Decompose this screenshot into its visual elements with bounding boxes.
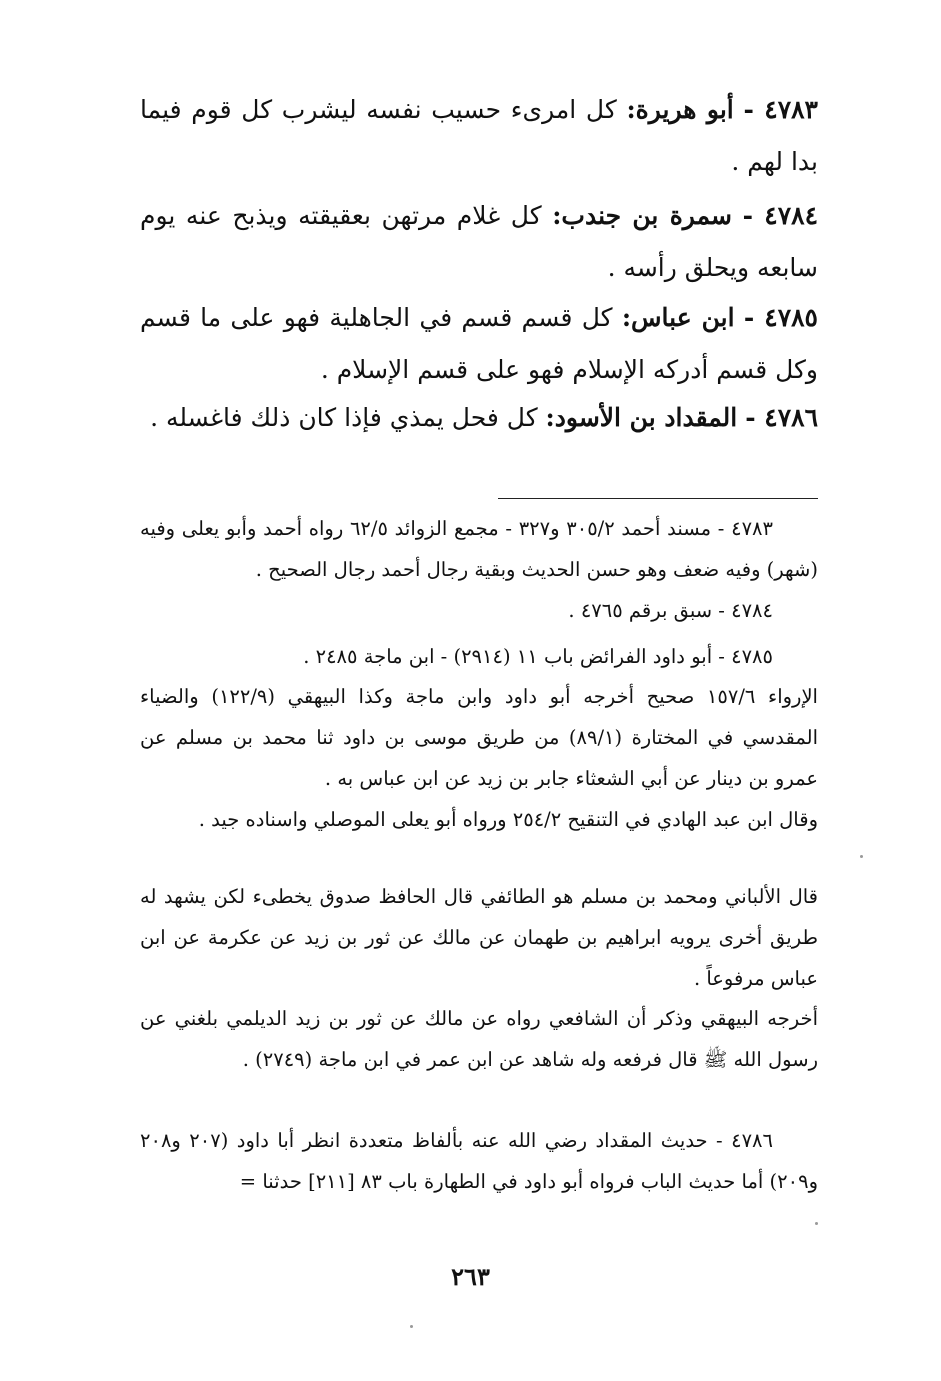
page-number: ٢٦٣: [451, 1262, 490, 1291]
footnote-separator: [498, 498, 818, 499]
entry-text: كل غلام مرتهن بعقيقته ويذبح عنه يوم سابعه ويحلق رأسه .: [140, 201, 818, 282]
entry-narrator: سمرة بن جندب:: [552, 201, 733, 230]
entry-number: ٤٧٨٣ -: [743, 95, 818, 124]
entry-narrator: ابن عباس:: [621, 303, 735, 332]
entry-number: ٤٧٨٦ -: [745, 403, 818, 432]
footnote-bayhaqi: أخرجه البيهقي وذكر أن الشافعي رواه عن مالك عن ثور بن زيد الديلمي بلغني عن رسول الله ﷺ قال فرفعه وله شاهد عن ابن عمر في ابن ماجة (٢٧٤٩) .: [140, 1007, 818, 1071]
footnote-albani: قال الألباني ومحمد بن مسلم هو الطائفي قال الحافظ صدوق يخطىء لكن يشهد له طريق أخرى يرويه ابراهيم بن طهمان عن مالك عن ثور بن زيد عن عكرمة عن ابن عباس مرفوعاً .: [140, 885, 818, 990]
entry-text: كل قسم قسم في الجاهلية فهو على ما قسم وكل قسم أدركه الإسلام فهو على قسم الإسلام .: [140, 303, 818, 384]
entry-narrator: المقداد بن الأسود:: [545, 403, 738, 432]
hadith-entry-4786: [140, 392, 818, 444]
entry-text: كل امرىء حسيب نفسه ليشرب كل قوم فيما بدا لهم .: [140, 95, 818, 176]
scan-speck: [860, 855, 863, 858]
hadith-entry-4785: [140, 292, 818, 396]
entry-number: ٤٧٨٤ -: [742, 201, 818, 230]
hadith-entry-4783: [140, 84, 818, 188]
hadith-entry-4784: [140, 190, 818, 294]
entry-narrator: أبو هريرة:: [626, 95, 734, 124]
scan-speck: [815, 1222, 818, 1225]
entry-text: كل فحل يمذي فإذا كان ذلك فاغسله .: [150, 403, 538, 432]
footnote-4783: ٤٧٨٣ - مسند أحمد ٣٠٥/٢ و٣٢٧ - مجمع الزوائد ٦٢/٥ رواه أحمد وأبو يعلى وفيه (شهر) وفيه ضعف وهو حسن الحديث وبقية رجال أحمد رجال الصحيح .: [140, 517, 818, 581]
footnote-4785: ٤٧٨٥ - أبو داود الفرائض باب ١١ (٢٩١٤) - ابن ماجة ٢٤٨٥ .: [303, 645, 773, 668]
footnote-irwa: الإرواء ١٥٧/٦ صحيح أخرجه أبو داود وابن ماجة وكذا البيهقي (١٢٢/٩) والضياء المقدسي في المختارة (٨٩/١) من طريق موسى بن داود ثنا محمد بن مسلم عن عمرو بن دينار عن أبي الشعثاء جابر بن زيد عن ابن عباس به .: [140, 685, 818, 790]
entry-number: ٤٧٨٥ -: [743, 303, 818, 332]
scan-speck: [410, 1325, 413, 1328]
footnote-4786: ٤٧٨٦ - حديث المقداد رضي الله عنه بألفاظ متعددة انظر أبا داود (٢٠٧ و٢٠٨ و٢٠٩) أما حديث الباب فرواه أبو داود في الطهارة باب ٨٣ [٢١١] حدثنا =: [140, 1129, 818, 1193]
footnote-4784: ٤٧٨٤ - سبق برقم ٤٧٦٥ .: [568, 599, 773, 622]
footnote-tanqih: وقال ابن عبد الهادي في التنقيح ٢٥٤/٢ ورواه أبو يعلى الموصلي واسناده جيد .: [198, 808, 818, 831]
